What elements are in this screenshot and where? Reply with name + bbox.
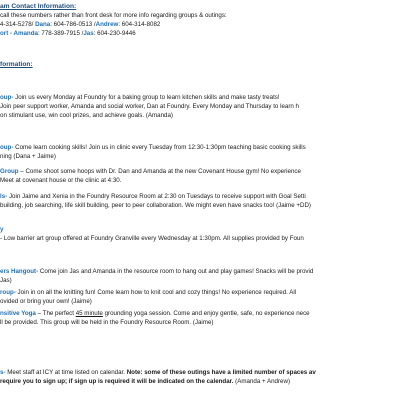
dana-label: Dana <box>35 21 51 28</box>
knitting-line-2: ovided or bring your own! (Jaime) <box>0 298 92 305</box>
outings-line-2 <box>0 378 290 386</box>
phone-text: 4-314-5278/ <box>0 21 36 28</box>
team-contact-heading: am Contact Information: <box>0 3 77 10</box>
phone-text: : 604-314-8082 <box>118 21 161 28</box>
entry-text: Join Jaime and Xenia in the Foundry Resource Room at 2:30 on Tuesdays to receive support with Goal Setti <box>7 193 306 200</box>
art-group-entry: - Low barrier art group offered at Foundry Granville every Wednesday at 1:30pm. All supplies provided by Foun <box>0 235 304 242</box>
hangout-line-2: Jas) <box>0 277 12 284</box>
knitting-label: roup- <box>0 289 16 296</box>
bingo-entry-line-2: on stimulant use, win cool prizes, and achieve goals. (Amanda) <box>0 112 173 119</box>
goal-group-label: ls- <box>0 193 8 200</box>
outings-label: s- <box>0 369 6 376</box>
yoga-duration: 45 minute <box>75 310 103 317</box>
entry-text: Join in on all the knitting fun! Come learn how to knit cool and cozy things! No experience required. All <box>15 289 297 296</box>
cooking-group-line-2: ning (Dana + Jaime) <box>0 153 56 160</box>
baking-group-label: oup- <box>0 94 14 101</box>
hangout-label: ers Hangout- <box>0 268 39 275</box>
entry-text: Come learn cooking skills! Join us in clinic every Tuesday from 12:30-1:30pm teaching basic cooking skills <box>13 144 306 151</box>
jas-label: Jas <box>83 30 94 37</box>
art-group-label-line <box>0 226 3 234</box>
hoops-group-line-2: Meet at covenant house or the clinic at 4:30. <box>0 177 122 184</box>
contact-line-1 <box>0 21 160 29</box>
entry-text: Join us every Monday at Foundry for a baking group to learn kitchen skills and make tasty treats! <box>13 94 280 101</box>
entry-text: grounding yoga session. Come and enjoy gentle, safe, no experience nece <box>102 310 310 317</box>
phone-text: : 604-230-9446 <box>93 30 136 37</box>
yoga-line-2: ll be provided. This group will be held in the Foundry Resource Room. (Jaime) <box>0 319 214 326</box>
entry-text: – Come shoot some hoops with Dr. Dan and Amanda at the new Covenant House gym! No experience <box>18 168 301 175</box>
goal-group-entry <box>0 193 306 201</box>
cooking-group-entry <box>0 144 306 152</box>
group-information-heading: formation: <box>0 61 33 68</box>
andrew-label: Andrew <box>95 21 119 28</box>
hoops-group-label: Group <box>0 168 19 175</box>
hangout-entry <box>0 268 313 276</box>
yoga-entry <box>0 310 310 318</box>
entry-text: – The perfect <box>35 310 76 317</box>
phone-text: : 778-389-7915 / <box>37 30 84 37</box>
outings-note: Note: some of these outings have a limited number of spaces av <box>126 369 316 376</box>
cooking-group-label: oup- <box>0 144 14 151</box>
amanda-label: ort - Amanda <box>0 30 38 37</box>
entry-text: (Amanda + Andrew) <box>233 378 291 385</box>
hoops-group-entry <box>0 168 301 176</box>
contact-line-2 <box>0 30 136 38</box>
knitting-entry <box>0 289 296 297</box>
entry-text: Meet staff at ICY at time listed on calendar. <box>5 369 127 376</box>
outings-entry <box>0 369 316 377</box>
contact-intro: call these numbers rather than front desk for more info regarding groups & outings: <box>0 12 227 19</box>
goal-group-line-2: building, job searching, life skill building, peer to peer collaboration. We might even have snacks too! (Jaime +DD) <box>0 202 311 209</box>
outings-note-cont: require you to sign up; if sign up is required it will be indicated on the calendar. <box>0 378 234 385</box>
phone-text: : 604-786-0513 / <box>50 21 96 28</box>
baking-group-entry <box>0 94 280 102</box>
bingo-entry-line-1: Join peer support worker, Amanda and social worker, Dan at Foundry. Every Monday and Thursday to learn h <box>0 103 299 110</box>
art-group-label: y <box>0 226 4 233</box>
entry-text: Come join Jas and Amanda in the resource room to hang out and play games! Snacks will be provid <box>38 268 314 275</box>
yoga-label: nsitive Yoga <box>0 310 36 317</box>
